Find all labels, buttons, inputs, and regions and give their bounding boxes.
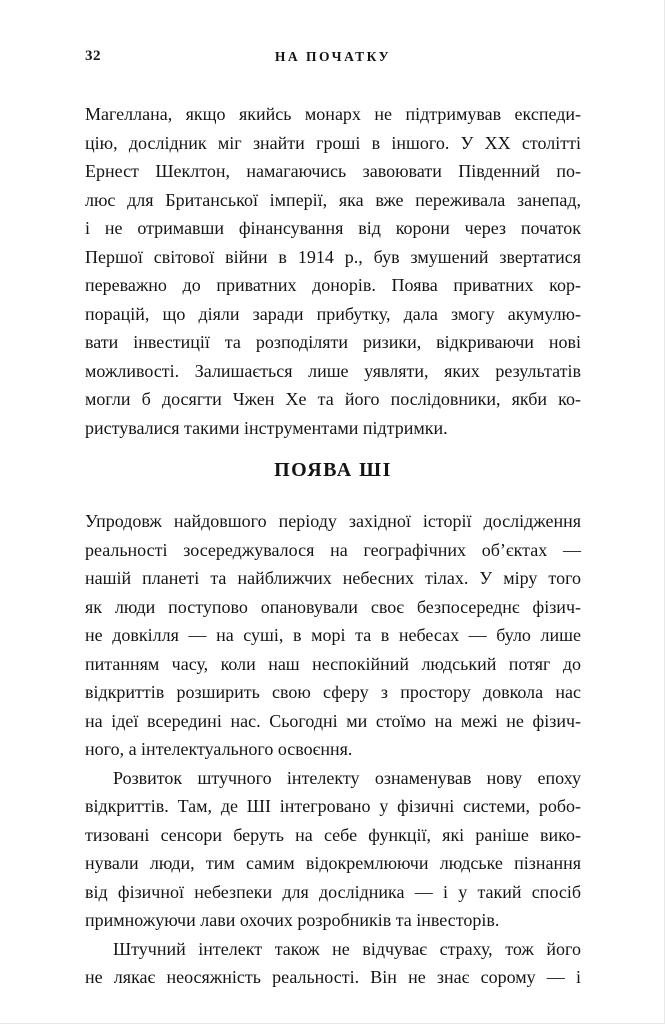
text-line: люс для Британської імперії, яка вже переживала занепад, — [85, 189, 581, 210]
text-line: переважно до приватних донорів. Поява приватних кор- — [85, 275, 581, 295]
text-line: тизовані сенсори беруть на себе функції, які раніше вико- — [85, 824, 581, 845]
text-line: Ернест Шеклтон, намагаючись завоювати Південний по- — [85, 161, 581, 181]
paragraph — [85, 507, 581, 764]
text-line: відкриттів. Там, де ШІ інтегровано у фізичні системи, робо- — [85, 796, 581, 816]
text-line: на ідеї всередині нас. Сьогодні ми стоїмо на межі не фізич- — [85, 710, 581, 731]
running-head: НА ПОЧАТКУ — [274, 49, 392, 64]
text-line: Штучний інтелект також не відчуває страху, тож його — [113, 938, 581, 959]
text-line: нашій планеті та найближчих небесних тілах. У міру того — [85, 568, 581, 588]
text-line: Першої світової війни в 1914 р., був змушений звертатися — [85, 246, 581, 267]
text-line: не довкілля — на суші, в морі та в небесах — було лише — [85, 625, 581, 645]
text-line: Магеллана, якщо якийсь монарх не підтримував експеди- — [85, 104, 581, 124]
text-line: примножуючи лави охочих розробників та інвесторів. — [85, 910, 500, 930]
text-line: Упродовж найдовшого періоду західної історії дослідження — [85, 511, 581, 531]
text-line: цію, дослідник міг знайти гроші в іншого. У ХХ столітті — [85, 132, 581, 153]
text-line: від фізичної небезпеки для дослідника — і у такий спосіб — [85, 881, 581, 902]
text-line: Розвиток штучного інтелекту ознаменував нову епоху — [113, 767, 581, 788]
text-line: питанням часу, коли наш неспокійний людський потяг до — [85, 653, 581, 674]
text-line: не лякає неосяжність реальності. Він не знає сорому — і — [85, 967, 581, 987]
section-heading: ПОЯВА ШІ — [274, 459, 392, 481]
page-header — [85, 48, 581, 70]
text-line: як люди поступово опановували своє безпосереднє фізич- — [85, 596, 581, 617]
text-line: нували люди, тим самим відокремлюючи людське пізнання — [85, 853, 581, 873]
text-line: ристувалися такими інструментами підтримки. — [85, 417, 448, 438]
paragraph — [85, 935, 581, 992]
paragraph — [85, 764, 581, 935]
text-line: порацій, що діяли заради прибутку, дала змогу акумулю- — [85, 303, 581, 324]
page-body — [85, 100, 581, 992]
paragraph — [85, 100, 581, 442]
page-number: 32 — [85, 48, 101, 64]
text-line: і не отримавши фінансування від корони через початок — [85, 218, 581, 238]
text-line: могли б досягти Чжен Хе та його послідовники, якби ко- — [85, 389, 581, 409]
text-line: вати інвестиції та розподіляти ризики, відкриваючи нові — [85, 332, 581, 352]
text-line: відкриттів розширить свою сферу з простору довкола нас — [85, 682, 581, 702]
text-line: можливості. Залишається лише уявляти, яких результатів — [85, 360, 581, 381]
text-line: ного, а інтелектуального освоєння. — [85, 739, 353, 759]
text-line: реальності зосереджувалося на географічних об’єктах — — [85, 539, 581, 560]
